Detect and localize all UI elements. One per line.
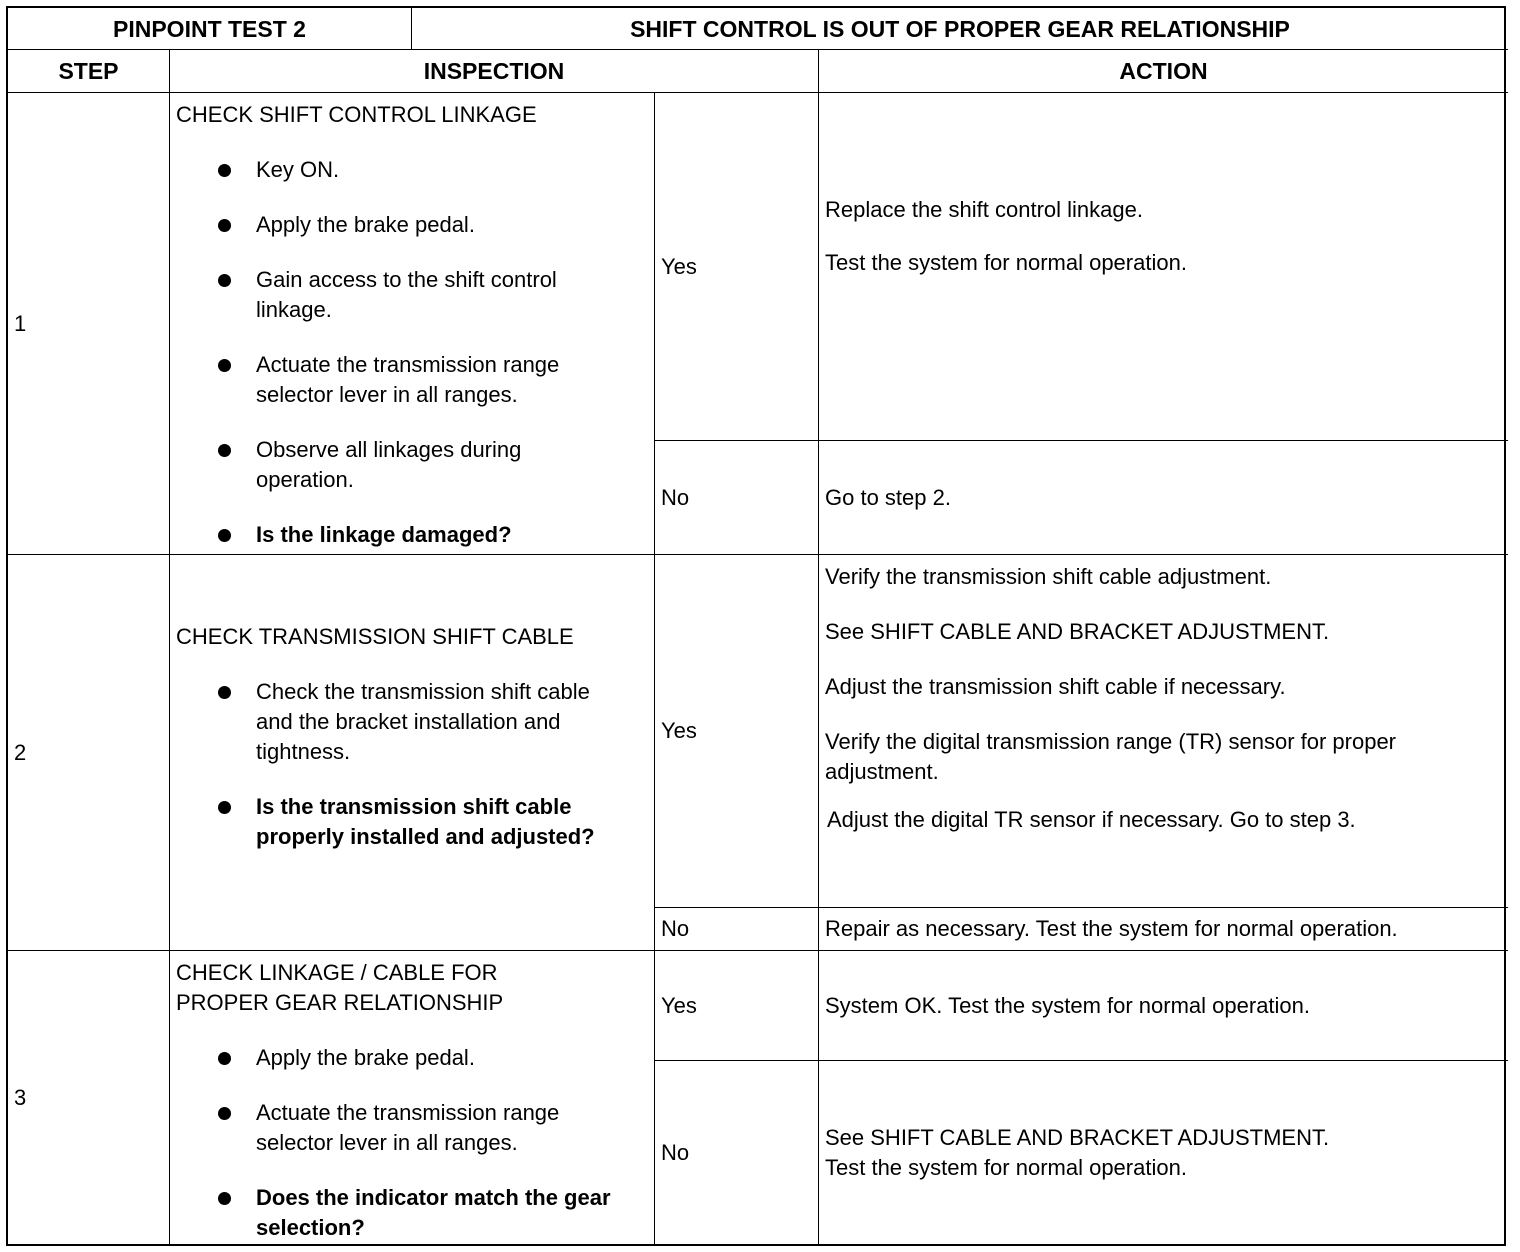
result-no: No <box>655 908 819 951</box>
inspection-cell <box>170 951 655 1244</box>
inspection-bullet: Key ON. <box>176 155 648 185</box>
bullet-icon <box>218 164 231 177</box>
inspection-title: CHECK SHIFT CONTROL LINKAGE <box>176 102 537 127</box>
action-line: Replace the shift control linkage. <box>825 197 1143 222</box>
inspection-bullet: Check the transmission shift cable and the bracket installation and tightness. <box>176 677 626 767</box>
bullet-icon <box>218 219 231 232</box>
action-no: Go to step 2. <box>819 441 1508 555</box>
inspection-bullet: Apply the brake pedal. <box>176 1043 648 1073</box>
step-number: 2 <box>8 555 170 951</box>
bullet-icon <box>218 1192 231 1205</box>
result-no: No <box>655 441 819 555</box>
inspection-bullet: Apply the brake pedal. <box>176 210 648 240</box>
inspection-cell <box>170 555 655 951</box>
pinpoint-test-label: PINPOINT TEST 2 <box>8 8 412 50</box>
column-header-action: ACTION <box>819 50 1508 93</box>
action-yes <box>819 93 1508 441</box>
action-line: Verify the transmission shift cable adjustment. <box>825 564 1272 589</box>
bullet-icon <box>218 1052 231 1065</box>
step-number: 1 <box>8 93 170 555</box>
action-no <box>819 1061 1508 1244</box>
bullet-icon <box>218 1107 231 1120</box>
result-yes: Yes <box>655 555 819 908</box>
inspection-title: CHECK TRANSMISSION SHIFT CABLE <box>176 624 574 649</box>
inspection-question: Is the linkage damaged? <box>176 520 648 550</box>
pinpoint-test-title: SHIFT CONTROL IS OUT OF PROPER GEAR RELATIONSHIP <box>412 8 1508 50</box>
column-header-step: STEP <box>8 50 170 93</box>
inspection-title: CHECK LINKAGE / CABLE FOR PROPER GEAR RELATIONSHIP <box>176 960 504 1015</box>
bullet-icon <box>218 686 231 699</box>
step-number: 3 <box>8 951 170 1244</box>
result-yes: Yes <box>655 951 819 1061</box>
action-line: Verify the digital transmission range (TR) sensor for proper adjustment. <box>825 729 1397 784</box>
bullet-icon <box>218 801 231 814</box>
action-line: Adjust the digital TR sensor if necessary. Go to step 3. <box>827 807 1356 832</box>
inspection-question: Does the indicator match the gear selection? <box>176 1183 626 1243</box>
inspection-bullet: Actuate the transmission range selector lever in all ranges. <box>176 1098 611 1158</box>
action-no: Repair as necessary. Test the system for normal operation. <box>819 908 1508 951</box>
action-line: Test the system for normal operation. <box>825 1154 1187 1180</box>
action-line: See SHIFT CABLE AND BRACKET ADJUSTMENT. <box>825 619 1330 644</box>
pinpoint-test-table <box>6 6 1506 1246</box>
bullet-icon <box>218 274 231 287</box>
action-line: Adjust the transmission shift cable if necessary. <box>825 674 1286 699</box>
action-line: Test the system for normal operation. <box>825 250 1187 275</box>
inspection-bullet: Actuate the transmission range selector lever in all ranges. <box>176 350 611 410</box>
bullet-icon <box>218 529 231 542</box>
inspection-cell <box>170 93 655 555</box>
action-yes: System OK. Test the system for normal operation. <box>819 951 1508 1061</box>
action-line: See SHIFT CABLE AND BRACKET ADJUSTMENT. <box>825 1124 1330 1150</box>
column-header-inspection: INSPECTION <box>170 50 819 93</box>
inspection-bullet: Gain access to the shift control linkage. <box>176 265 586 325</box>
inspection-question: Is the transmission shift cable properly installed and adjusted? <box>176 792 626 852</box>
bullet-icon <box>218 444 231 457</box>
result-no: No <box>655 1061 819 1244</box>
action-yes <box>819 555 1508 908</box>
result-yes: Yes <box>655 93 819 441</box>
inspection-bullet: Observe all linkages during operation. <box>176 435 556 495</box>
bullet-icon <box>218 359 231 372</box>
